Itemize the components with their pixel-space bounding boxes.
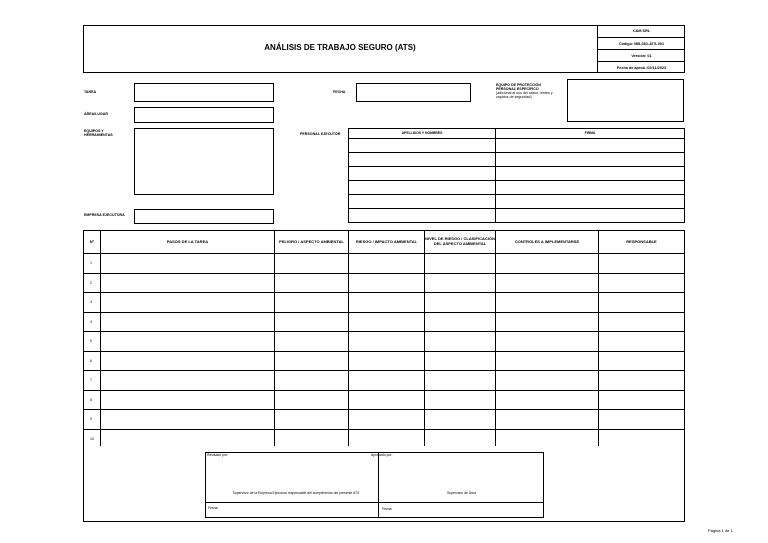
personal-name-cell[interactable]	[349, 167, 496, 181]
risk-cell[interactable]	[349, 351, 425, 371]
hazard-cell[interactable]	[275, 254, 349, 274]
tarea-field[interactable]	[134, 83, 274, 102]
hazard-cell[interactable]	[275, 293, 349, 313]
row-number: 1	[84, 254, 101, 274]
hazard-cell[interactable]	[275, 371, 349, 391]
personal-signature-cell[interactable]	[496, 167, 685, 181]
personal-table	[348, 128, 685, 223]
risk-cell[interactable]	[349, 390, 425, 410]
risk-level-cell[interactable]	[425, 351, 496, 371]
risk-level-cell[interactable]	[425, 371, 496, 391]
row-number: 6	[84, 351, 101, 371]
signature-box	[205, 452, 544, 518]
responsible-cell[interactable]	[599, 312, 685, 332]
personal-signature-cell[interactable]	[496, 153, 685, 167]
controls-cell[interactable]	[496, 254, 599, 274]
table-row	[84, 351, 685, 371]
hazard-cell[interactable]	[275, 332, 349, 352]
step-cell[interactable]	[101, 390, 275, 410]
company-name: C&M SRL	[632, 29, 651, 33]
controls-cell[interactable]	[496, 293, 599, 313]
controls-cell[interactable]	[496, 273, 599, 293]
equipos-field[interactable]	[134, 128, 274, 195]
personal-signature-cell[interactable]	[496, 195, 685, 209]
table-row	[84, 410, 685, 430]
personal-name-cell[interactable]	[349, 181, 496, 195]
hazard-cell[interactable]	[275, 273, 349, 293]
responsible-cell[interactable]	[599, 351, 685, 371]
risk-level-cell[interactable]	[425, 410, 496, 430]
step-cell[interactable]	[101, 273, 275, 293]
table-row	[84, 390, 685, 410]
steps-table	[83, 230, 685, 449]
risk-level-cell[interactable]	[425, 273, 496, 293]
col-controls: CONTROLES A IMPLEMENTARSE	[496, 231, 599, 254]
responsible-cell[interactable]	[599, 254, 685, 274]
responsible-cell[interactable]	[599, 371, 685, 391]
empresa-label: EMPRESA EJECUTORA	[84, 213, 125, 217]
approval-date: Fecha de aprob.:02/11/2023	[616, 65, 667, 70]
personal-name-cell[interactable]	[349, 195, 496, 209]
col-number: N°	[84, 231, 101, 254]
hazard-cell[interactable]	[275, 390, 349, 410]
row-number: 8	[84, 390, 101, 410]
date-right-label: Fecha:	[382, 507, 393, 511]
document-code: Codigo: MB-SIG-ATS-001	[618, 41, 665, 46]
personal-signature-cell[interactable]	[496, 181, 685, 195]
reviewed-by-label: Revisado por:	[207, 453, 228, 457]
epp-label-main: EQUIPO DE PROTECCIÓN PERSONAL ESPECÍFICO	[496, 83, 541, 92]
table-row	[84, 293, 685, 313]
supervisor-company-label: Supervisor de la Empresa Ejecutora responsable del cumplimiento del presente ATS	[232, 491, 360, 495]
responsible-cell[interactable]	[599, 390, 685, 410]
table-row	[84, 254, 685, 274]
controls-cell[interactable]	[496, 312, 599, 332]
row-number: 2	[84, 273, 101, 293]
risk-level-cell[interactable]	[425, 293, 496, 313]
area-field[interactable]	[134, 107, 274, 123]
risk-cell[interactable]	[349, 254, 425, 274]
page-title: ANÁLISIS DE TRABAJO SEGURO (ATS)	[264, 43, 416, 52]
col-risk-level: NIVEL DE RIESGO / CLASIFICACIÓN DEL ASPECTO AMBIENTAL	[425, 231, 496, 254]
step-cell[interactable]	[101, 332, 275, 352]
risk-cell[interactable]	[349, 293, 425, 313]
row-number: 7	[84, 371, 101, 391]
row-number: 10	[84, 429, 101, 449]
responsible-cell[interactable]	[599, 332, 685, 352]
signature-divider	[378, 452, 379, 518]
step-cell[interactable]	[101, 254, 275, 274]
table-row	[84, 332, 685, 352]
col-risk: RIESGO / IMPACTO AMBIENTAL	[349, 231, 425, 254]
step-cell[interactable]	[101, 312, 275, 332]
hazard-cell[interactable]	[275, 351, 349, 371]
personal-col-signature: FIRMA	[496, 129, 685, 139]
risk-cell[interactable]	[349, 312, 425, 332]
personal-name-cell[interactable]	[349, 153, 496, 167]
signature-line	[205, 502, 544, 503]
date-left-label: Fecha:	[208, 506, 219, 510]
col-steps: PASOS DE LA TAREA	[101, 231, 275, 254]
risk-level-cell[interactable]	[425, 254, 496, 274]
controls-cell[interactable]	[496, 351, 599, 371]
personal-col-names: APELLIDOS Y NOMBRES	[349, 129, 496, 139]
fecha-field[interactable]	[356, 83, 471, 102]
responsible-cell[interactable]	[599, 410, 685, 430]
row-number: 3	[84, 293, 101, 313]
table-row	[84, 273, 685, 293]
personal-label: PERSONAL EJECUTOR	[300, 132, 341, 136]
document-version: Versión: 01	[631, 53, 652, 58]
risk-cell[interactable]	[349, 371, 425, 391]
personal-signature-cell[interactable]	[496, 139, 685, 153]
personal-name-cell[interactable]	[349, 139, 496, 153]
table-row	[84, 371, 685, 391]
risk-cell[interactable]	[349, 332, 425, 352]
page-number: Página 1 de 1	[708, 528, 733, 533]
step-cell[interactable]	[101, 410, 275, 430]
controls-cell[interactable]	[496, 371, 599, 391]
risk-cell[interactable]	[349, 410, 425, 430]
area-label: ÁREA/LUGAR	[84, 112, 108, 116]
responsible-cell[interactable]	[599, 273, 685, 293]
risk-level-cell[interactable]	[425, 332, 496, 352]
tarea-label: TAREA	[84, 90, 97, 94]
fecha-label: FECHA	[333, 90, 346, 94]
empresa-field[interactable]	[134, 209, 274, 224]
epp-field[interactable]	[567, 79, 684, 122]
epp-label	[496, 83, 558, 100]
hazard-cell[interactable]	[275, 410, 349, 430]
controls-cell[interactable]	[496, 410, 599, 430]
risk-level-cell[interactable]	[425, 390, 496, 410]
controls-cell[interactable]	[496, 332, 599, 352]
col-responsible: RESPONSABLE	[599, 231, 685, 254]
hazard-cell[interactable]	[275, 312, 349, 332]
epp-label-note: (adicional al uso del casco, lentes y zapatos de seguridad)	[496, 91, 553, 100]
approved-by-label: Aprobado por:	[371, 453, 393, 457]
supervisor-area-label: Supervisor de Área	[446, 491, 477, 495]
table-row	[84, 312, 685, 332]
step-cell[interactable]	[101, 351, 275, 371]
row-number: 5	[84, 332, 101, 352]
risk-level-cell[interactable]	[425, 312, 496, 332]
risk-cell[interactable]	[349, 273, 425, 293]
step-cell[interactable]	[101, 371, 275, 391]
responsible-cell[interactable]	[599, 293, 685, 313]
equipos-label: EQUIPOS Y HERRAMIENTAS	[84, 129, 113, 138]
row-number: 4	[84, 312, 101, 332]
personal-signature-cell[interactable]	[496, 209, 685, 223]
step-cell[interactable]	[101, 293, 275, 313]
row-number: 9	[84, 410, 101, 430]
controls-cell[interactable]	[496, 390, 599, 410]
col-hazard: PELIGRO / ASPECTO AMBIENTAL	[275, 231, 349, 254]
personal-name-cell[interactable]	[349, 209, 496, 223]
